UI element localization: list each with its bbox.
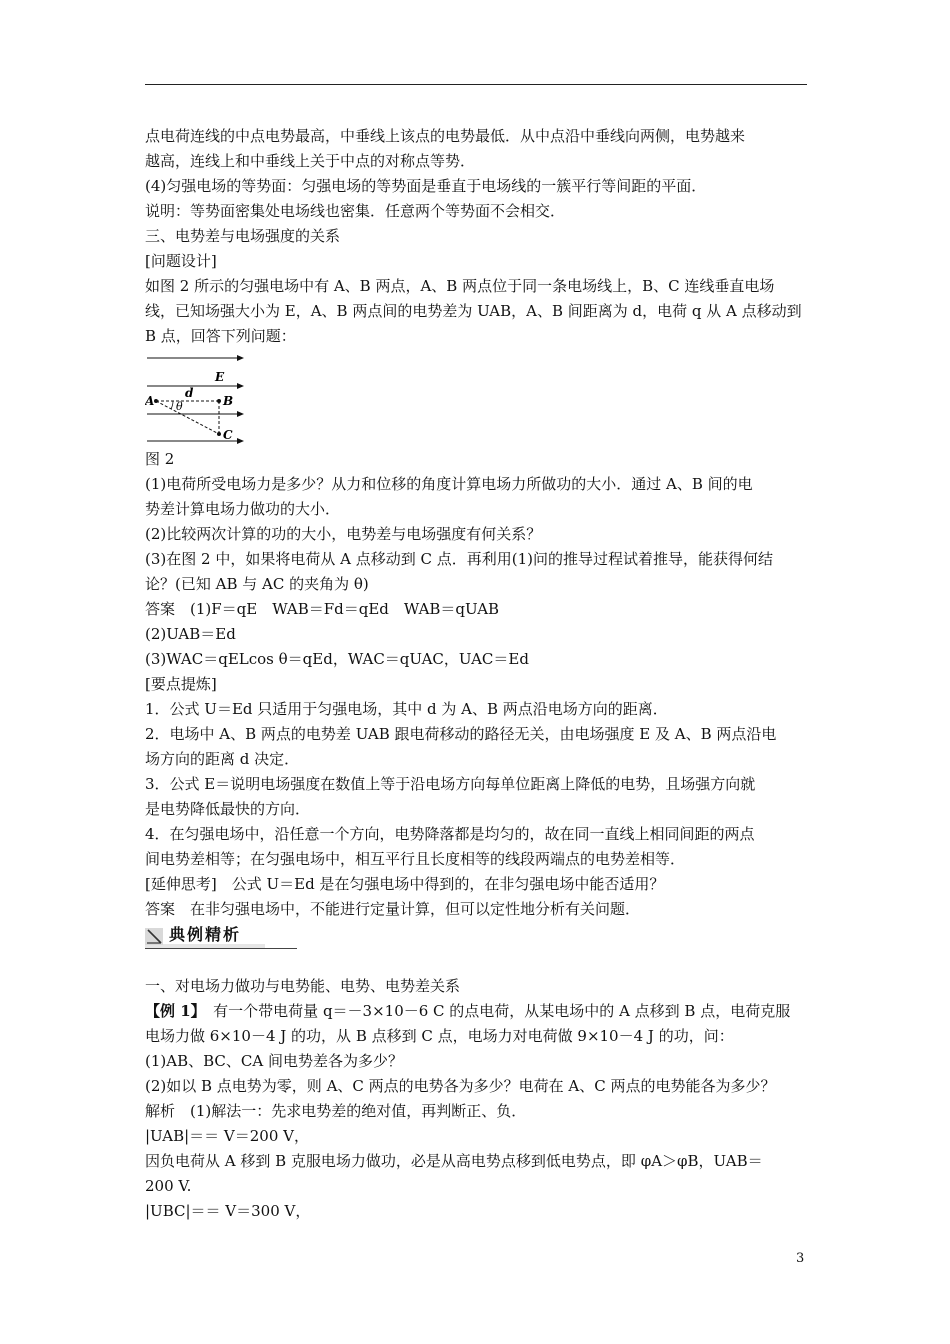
text-line: 2．电场中 A、B 两点的电势差 UAB 跟电荷移动的路径无关，由电场强度 E 及 A、B 两点沿电 — [145, 725, 777, 743]
text-line: 论？(已知 AB 与 AC 的夹角为 θ) — [145, 575, 369, 593]
text-line: (1)AB、BC、CA 间电势差各为多少？ — [145, 1052, 403, 1070]
section-heading: 典例精析 — [169, 925, 242, 944]
answer-line: (3)WAC＝qELcos θ＝qEd，WAC＝qUAC，UAC＝Ed — [145, 650, 529, 668]
segment-ac — [156, 401, 219, 434]
text-line: (1)电荷所受电场力是多少？从力和位移的角度计算电场力所做功的大小．通过 A、B 间的电 — [145, 475, 753, 493]
text-line: 势差计算电场力做功的大小． — [145, 500, 341, 518]
text-line: (4)匀强电场的等势面：匀强电场的等势面是垂直于电场线的一簇平行等间距的平面． — [145, 177, 707, 195]
text-line: 线，已知场强大小为 E，A、B 两点间的电势差为 UAB，A、B 间距离为 d，电荷 q 从 A 点移动到 — [145, 302, 802, 320]
text-line: 解析 (1)解法一：先求电势差的绝对值，再判断正、负． — [145, 1102, 527, 1120]
label-e: E — [215, 370, 225, 384]
text-line: B 点，回答下列问题： — [145, 327, 296, 345]
figure-caption: 图 2 — [145, 450, 175, 468]
answer-line: (2)UAB＝Ed — [145, 625, 236, 643]
diagonal-stripe-icon — [145, 928, 163, 945]
text-line: 越高，连线上和中垂线上关于中点的对称点等势． — [145, 152, 476, 170]
label-d: d — [185, 386, 194, 400]
text-line: 说明：等势面密集处电场线也密集．任意两个等势面不会相交． — [145, 202, 566, 220]
text-line: 是电势降低最快的方向． — [145, 800, 311, 818]
angle-arc — [171, 401, 173, 409]
text-line: 1．公式 U＝Ed 只适用于匀强电场，其中 d 为 A、B 两点沿电场方向的距离． — [145, 700, 668, 718]
example-text: 有一个带电荷量 q＝－3×10－6 C 的点电荷，从某电场中的 A 点移到 B 点，电荷克服 — [198, 1002, 791, 1020]
section-title: 三、电势差与电场强度的关系 — [145, 227, 341, 245]
example-line — [145, 999, 809, 1024]
text-line: [延伸思考] 公式 U＝Ed 是在匀强电场中得到的，在非匀强电场中能否适用？ — [145, 875, 665, 893]
text-line: 3．公式 E＝说明电场强度在数值上等于沿电场方向每单位距离上降低的电势，且场强方向就 — [145, 775, 756, 793]
electric-field-diagram — [145, 352, 255, 447]
text-line: 200 V. — [145, 1177, 192, 1195]
text-line: [要点提炼] — [145, 675, 217, 693]
point-b — [217, 399, 221, 403]
label-theta: θ — [176, 400, 183, 413]
text-line: 电场力做 6×10－4 J 的功，从 B 点移到 C 点，电场力对电荷做 9×10－4 J 的功，问： — [145, 1027, 734, 1045]
text-line: 间电势差相等；在匀强电场中，相互平行且长度相等的线段两端点的电势差相等． — [145, 850, 686, 868]
section-heading-bar — [145, 924, 809, 952]
label-a: A — [145, 394, 155, 408]
document-body — [145, 124, 809, 1224]
page-number: 3 — [796, 1251, 805, 1266]
point-c — [217, 432, 221, 436]
point-a — [154, 399, 158, 403]
example-label: 【例 1】 — [145, 1002, 199, 1020]
text-line: (3)在图 2 中，如果将电荷从 A 点移动到 C 点．再利用(1)问的推导过程试着推导，能获得何结 — [145, 550, 773, 568]
text-line: 如图 2 所示的匀强电场中有 A、B 两点，A、B 两点位于同一条电场线上，B、C 连线垂直电场 — [145, 277, 775, 295]
label-b: B — [223, 394, 234, 408]
text-line: 因负电荷从 A 移到 B 克服电场力做功，必是从高电势点移到低电势点，即 φA＞φB，UAB＝ — [145, 1152, 763, 1170]
subsection-title: 一、对电场力做功与电势能、电势、电势差关系 — [145, 977, 461, 995]
answer-line: 答案 (1)F＝qE WAB＝Fd＝qEd WAB＝qUAB — [145, 600, 500, 618]
text-line: 场方向的距离 d 决定． — [145, 750, 300, 768]
text-line: 4．在匀强电场中，沿任意一个方向，电势降落都是均匀的，故在同一直线上相同间距的两点 — [145, 825, 755, 843]
figure-2 — [145, 352, 809, 447]
header-rule — [145, 84, 807, 85]
text-line: 点电荷连线的中点电势最高，中垂线上该点的电势最低．从中点沿中垂线向两侧，电势越来 — [145, 127, 746, 145]
answer-line: 答案 在非匀强电场中，不能进行定量计算，但可以定性地分析有关问题． — [145, 900, 641, 918]
heading-underline — [145, 948, 297, 949]
label-c: C — [223, 428, 233, 442]
text-line: |UBC|＝＝ V＝300 V， — [145, 1202, 311, 1220]
text-line: (2)比较两次计算的功的大小，电势差与电场强度有何关系？ — [145, 525, 542, 543]
text-line: (2)如以 B 点电势为零，则 A、C 两点的电势各为多少？电荷在 A、C 两点的电势能各为多少？ — [145, 1077, 776, 1095]
text-line: |UAB|＝＝ V＝200 V， — [145, 1127, 309, 1145]
text-line: [问题设计] — [145, 252, 217, 270]
